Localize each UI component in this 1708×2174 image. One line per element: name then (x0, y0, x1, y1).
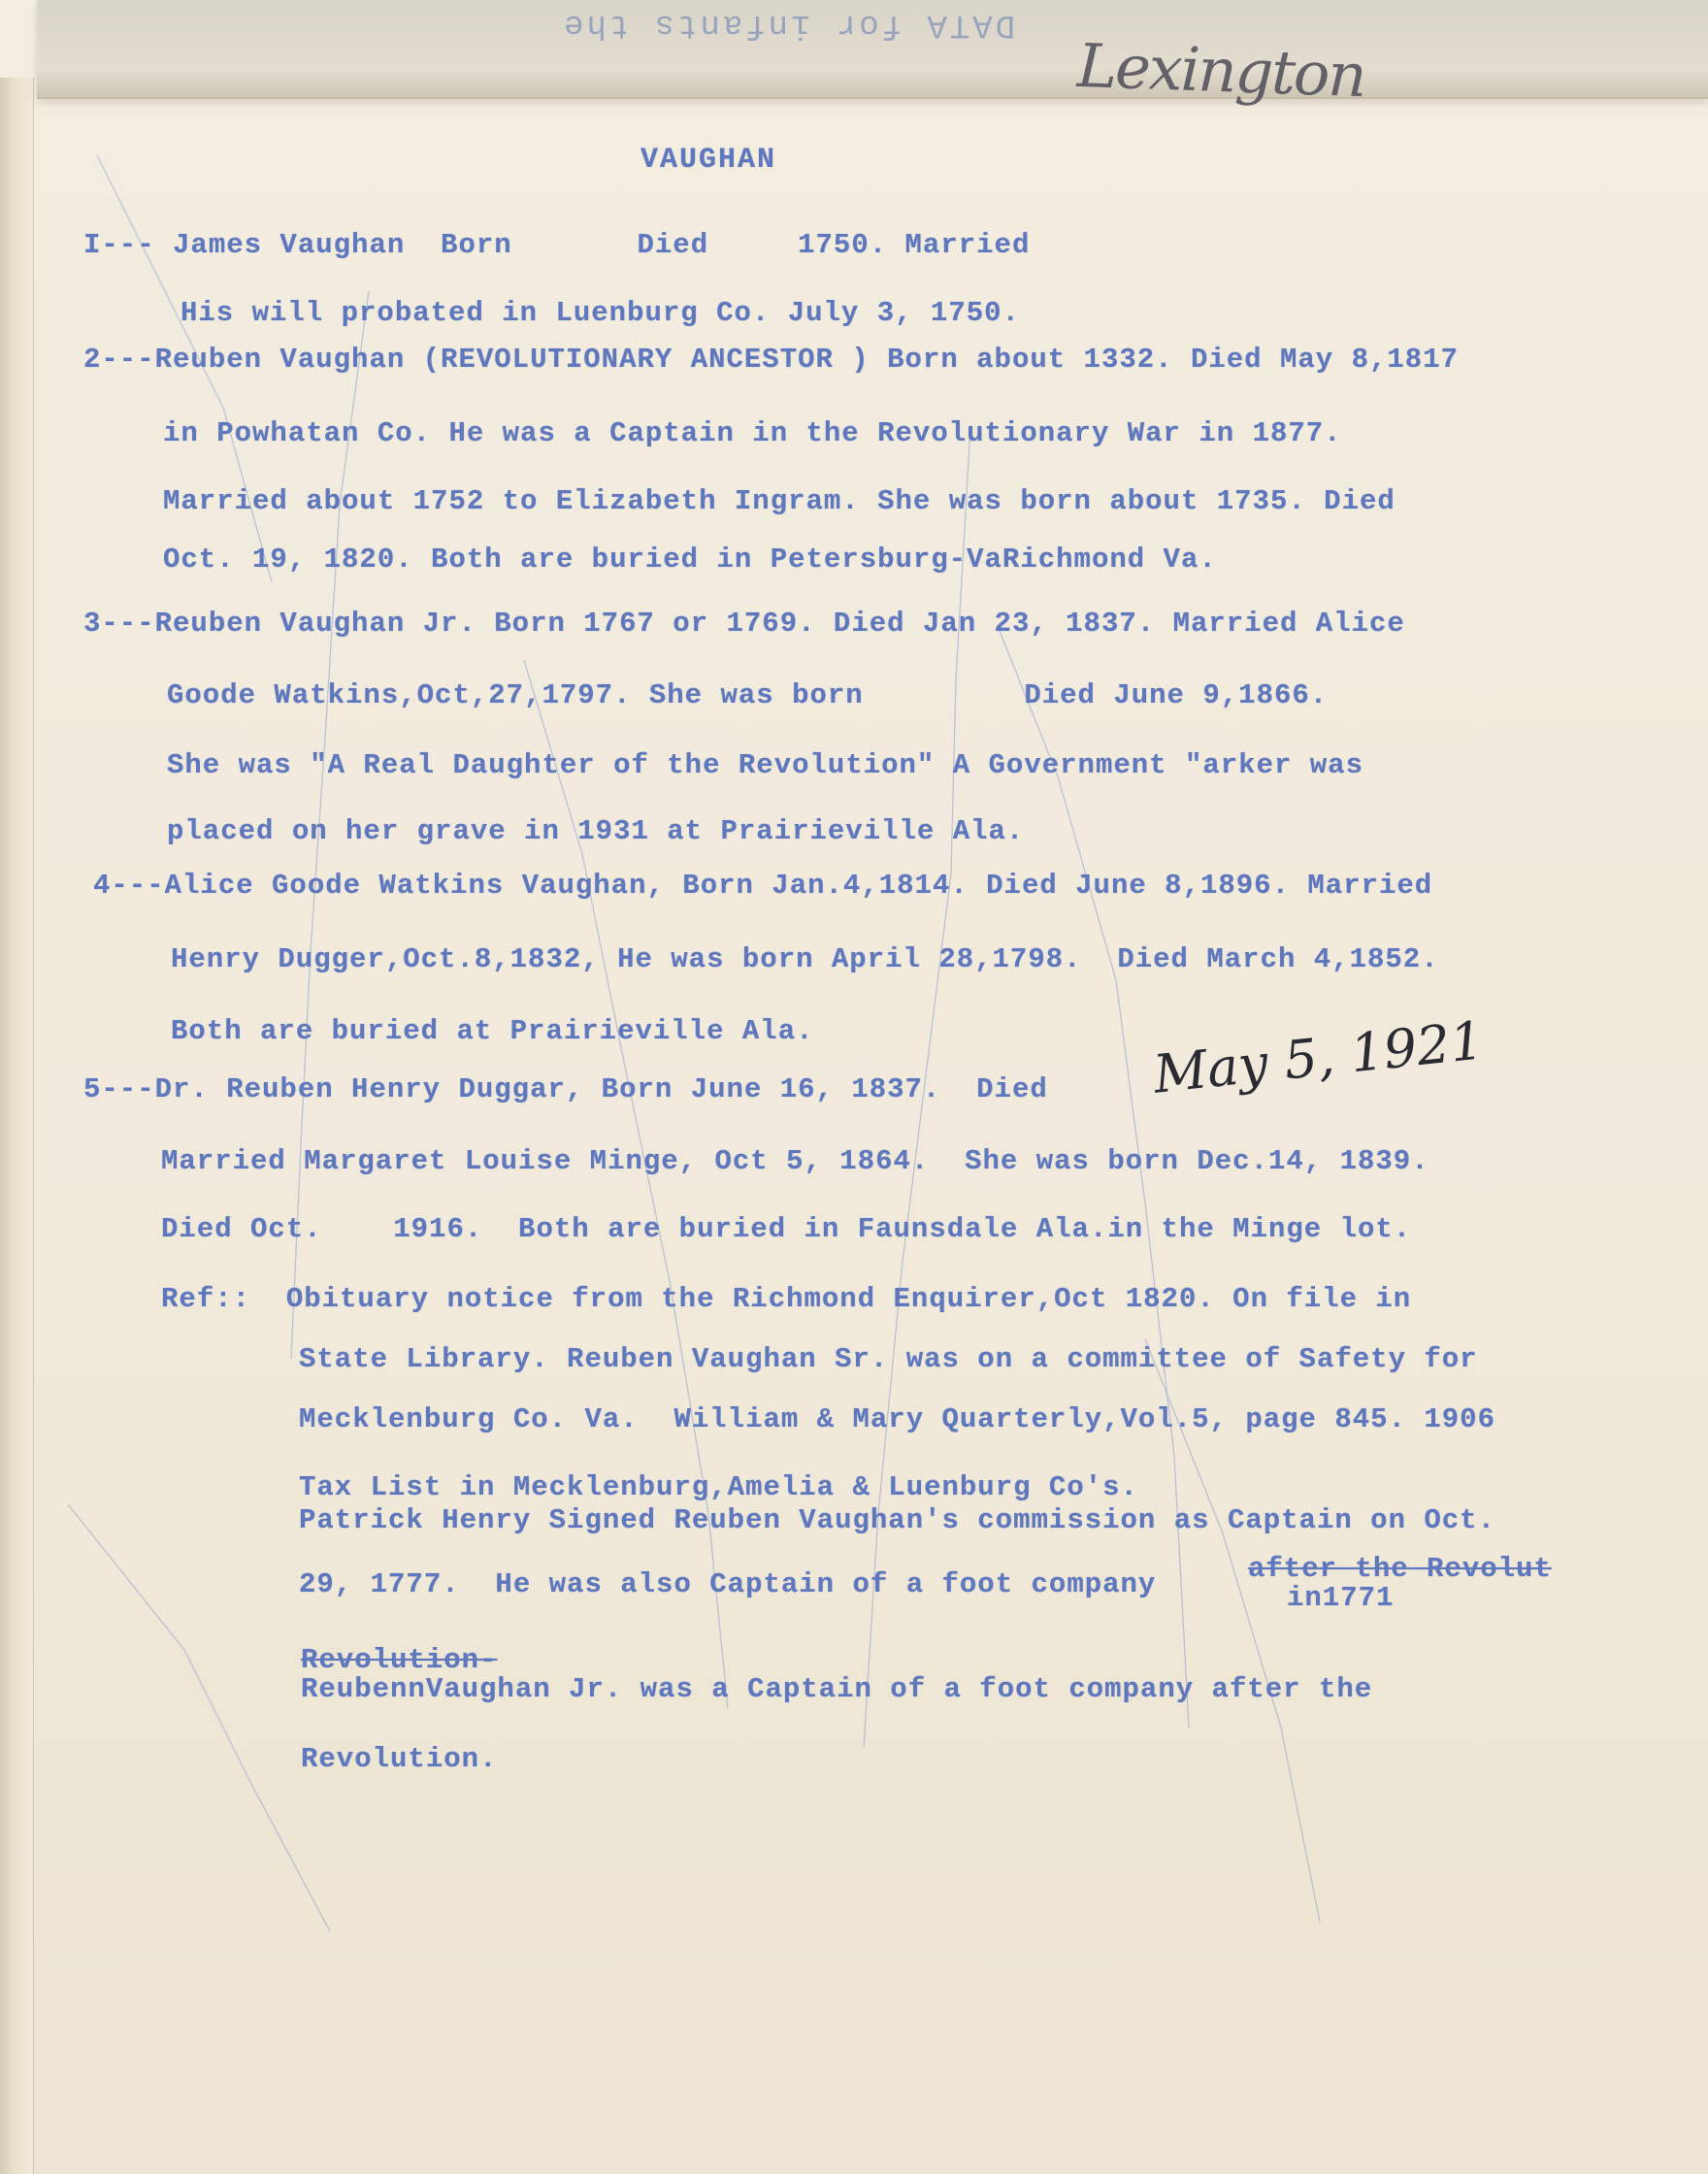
folded-flap (37, 0, 1708, 99)
ref-line-8: Revolution. (301, 1743, 498, 1775)
entry-5-line-1: 5---Dr. Reuben Henry Duggar, Born June 16, 1837. Died (83, 1073, 1048, 1105)
entry-4-line-3: Both are buried at Prairieville Ala. (171, 1015, 814, 1047)
entry-3-line-4: placed on her grave in 1931 at Prairieville Ala. (167, 815, 1025, 847)
entry-3-line-2: Goode Watkins,Oct,27,1797. She was born Died June 9,1866. (167, 679, 1329, 711)
page-edge (0, 78, 34, 2174)
ref-line-3: Mecklenburg Co. Va. William & Mary Quarterly,Vol.5, page 845. 1906 (299, 1403, 1495, 1435)
flap-text: DATA for infants the (561, 6, 1016, 43)
entry-5-line-2: Married Margaret Louise Minge, Oct 5, 1864. She was born Dec.14, 1839. (161, 1145, 1429, 1177)
ref-line-5: Patrick Henry Signed Reuben Vaughan's commission as Captain on Oct. (299, 1504, 1495, 1536)
struck-text: after the Revolut (1248, 1553, 1552, 1585)
entry-2-line-4: Oct. 19, 1820. Both are buried in Petersburg-VaRichmond Va. (163, 544, 1217, 576)
handwritten-date: May 5, 1921 (1150, 1009, 1487, 1105)
entry-1-line-2: His will probated in Luenburg Co. July 3, 1750. (181, 297, 1020, 329)
document-title: VAUGHAN (640, 144, 777, 177)
inserted-year: in1771 (1287, 1582, 1395, 1614)
entry-4-line-2: Henry Dugger,Oct.8,1832, He was born April 28,1798. Died March 4,1852. (171, 943, 1439, 975)
entry-4-line-1: 4---Alice Goode Watkins Vaughan, Born Jan.4,1814. Died June 8,1896. Married (93, 870, 1433, 902)
struck-heading: Revolution- (301, 1644, 498, 1676)
ref-line-4: Tax List in Mecklenburg,Amelia & Luenburg Co's. (299, 1471, 1138, 1503)
ref-line-7: ReubennVaughan Jr. was a Captain of a foot company after the (301, 1673, 1373, 1705)
signature: Lexington (1075, 29, 1366, 112)
entry-2-line-3: Married about 1752 to Elizabeth Ingram. She was born about 1735. Died (163, 485, 1396, 517)
entry-3-line-1: 3---Reuben Vaughan Jr. Born 1767 or 1769. Died Jan 23, 1837. Married Alice (83, 608, 1405, 640)
ref-line-1: Ref:: Obituary notice from the Richmond Enquirer,Oct 1820. On file in (161, 1283, 1412, 1315)
entry-2-line-2: in Powhatan Co. He was a Captain in the Revolutionary War in 1877. (163, 417, 1342, 449)
ref-line-6: 29, 1777. He was also Captain of a foot company (299, 1568, 1174, 1600)
entry-1-line-1: I--- James Vaughan Born Died 1750. Married (83, 229, 1031, 261)
entry-2-line-1: 2---Reuben Vaughan (REVOLUTIONARY ANCESTOR ) Born about 1332. Died May 8,1817 (83, 344, 1460, 376)
ref-line-2: State Library. Reuben Vaughan Sr. was on a committee of Safety for (299, 1343, 1478, 1375)
entry-5-line-3: Died Oct. 1916. Both are buried in Faunsdale Ala.in the Minge lot. (161, 1213, 1412, 1245)
entry-3-line-3: She was "A Real Daughter of the Revolution" A Government "arker was (167, 749, 1363, 781)
